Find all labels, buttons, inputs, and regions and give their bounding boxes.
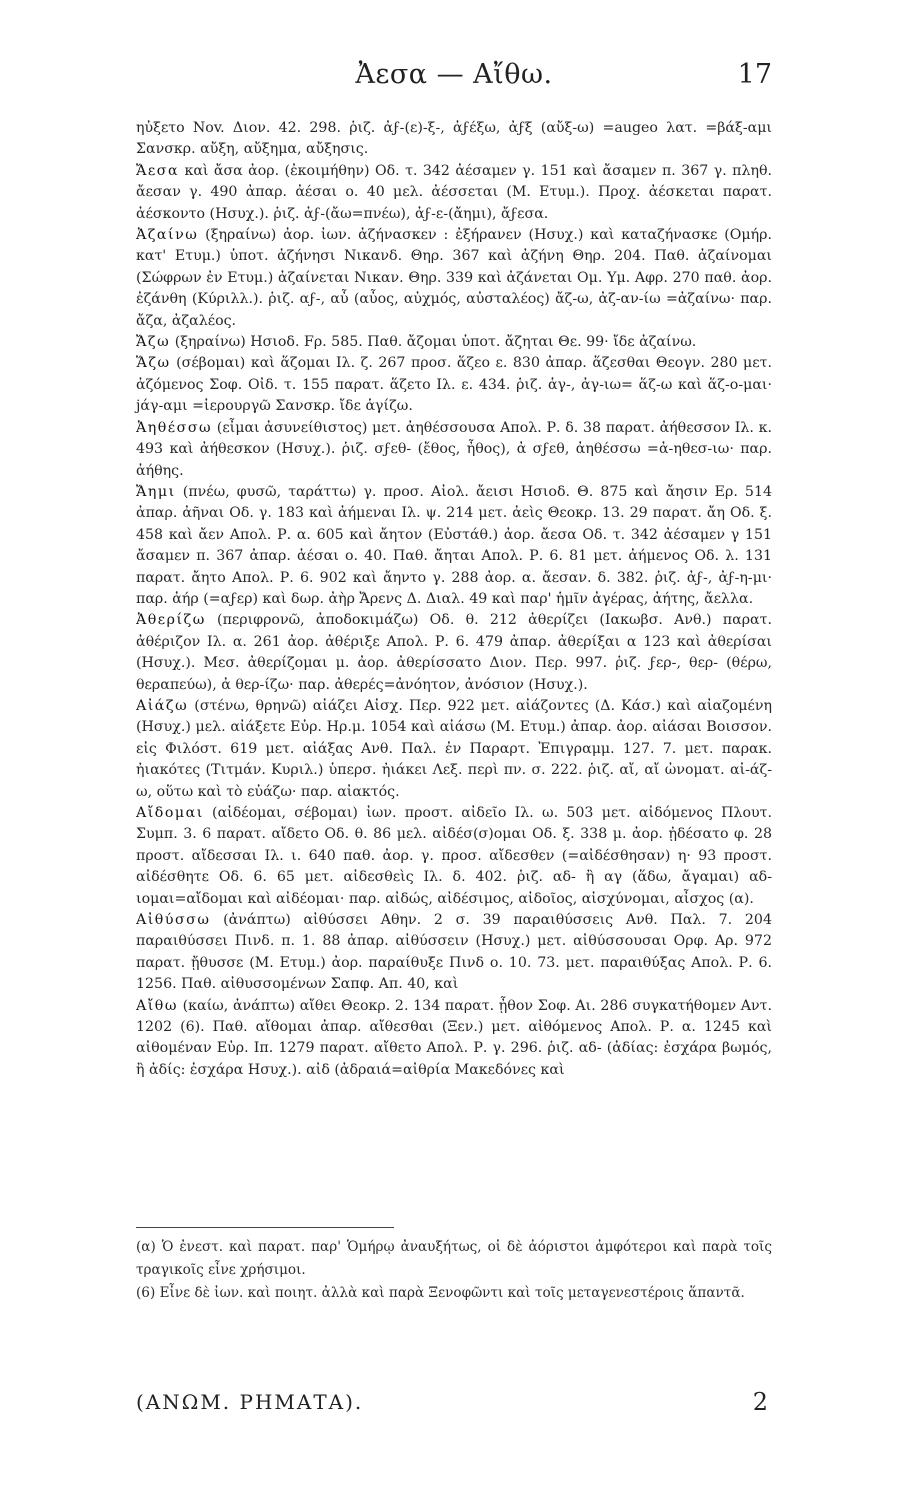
entry-text: ηὐξετο Nov. Διον. 42. 298. ῥιζ. ἀϝ-(ε)-ξ-, ἀϝέξω, ἀϝξ (αὔξ-ω) =augeo λατ. =βάξ-αμι Σανσκρ. αὔξη, αὔξημα, αὔξησις.	[136, 120, 772, 158]
entry-text: (περιφρονῶ, ἀποδοκιμάζω) Οδ. θ. 212 ἀθερίζει (Ιακωβσ. Ανθ.) παρατ. ἀθέριζον Ιλ. α. 261 ἀορ. ἀθέριξε Απολ. Ρ. 6. 479 ἀπαρ. ἀθερίξαι α 123 καὶ ἀθερίσαι (Ησυχ.). Μεσ. ἀθερίζομαι μ. ἀορ. ἀθερίσσατο Διον. Περ. 997. ῥιζ. ϝερ-, θερ- (θέρω, θεραπεύω), ἀ θερ-ίζω· παρ. ἀθερές=ἀνόητον, ἀνόσιον (Ησυχ.).	[136, 612, 772, 693]
entry-text: (αἰδέομαι, σέβομαι) ἰων. προστ. αἰδεῖο Ιλ. ω. 503 μετ. αἰδόμενος Πλουτ. Συμπ. 3. 6 παρατ. αἴδετο Οδ. θ. 86 μελ. αἰδέσ(σ)ομαι Οδ. ξ. 338 μ. ἀορ. ᾐδέσατο φ. 28 προστ. αἴδεσσαι Ιλ. ι. 640 παθ. ἀορ. γ. προσ. αἴδεσθεν (=αἰδέσθησαν) η· 93 προστ. αἰδέσθητε Οδ. 6. 65 μετ. αἰδεσθεὶς Ιλ. δ. 402. ῥιζ. αδ- ἢ αγ (ἅδω, ἄγαμαι) αδ-ιομαι=αἴδομαι καὶ αἰδέομαι· παρ. αἰδώς, αἰδέσιμος, αἰδοῖος, αἰσχύνομαι, αἶσχος (α).	[136, 805, 772, 907]
entry-lemma: Ἄημι	[136, 483, 176, 500]
entry-list	[136, 118, 772, 1081]
entry-hazo	[136, 353, 772, 417]
entry-aidomai	[136, 803, 772, 910]
entry-text: (ξηραίνω) ἀορ. ἰων. ἀζήνασκεν : ἐξήρανεν (Ησυχ.) καὶ καταζήνασκε (Ομήρ. κατ' Ετυμ.) ὑποτ. ἀζήνησι Νικανδ. Θηρ. 367 καὶ ἀζήνη Θηρ. 204. Παθ. ἀζαίνομαι (Σώφρων ἐν Ετυμ.) ἀζαίνεται Νικαν. Θηρ. 339 καὶ ἀζάνεται Ομ. Υμ. Αφρ. 270 παθ. ἀορ. ἐζάνθη (Κύριλλ.). ῥιζ. αϝ-, αὖ (αὖος, αὐχμός, αὐσταλέος) ἄζ-ω, ἀζ-αν-ίω =ἀζαίνω· παρ. ἄζα, ἀζαλέος.	[136, 227, 772, 329]
entry-lemma: Αἰθύσσω	[136, 912, 211, 929]
footnote-marker: (α)	[136, 1239, 156, 1255]
entry-aitho	[136, 996, 772, 1082]
footnote-marker: (6)	[136, 1285, 156, 1301]
entry-text: (πνέω, φυσῶ, ταράττω) γ. προσ. Αἰολ. ἄεισι Ησιοδ. Θ. 875 καὶ ἄησιν Ερ. 514 ἀπαρ. ἀῆναι Οδ. γ. 183 καὶ ἀήμεναι Ιλ. ψ. 214 μετ. ἀεὶς Θεοκρ. 13. 29 παρατ. ἄη Οδ. ξ. 458 καὶ ἄεν Απολ. Ρ. α. 605 καὶ ἄητον (Εὐστάθ.) ἀορ. ἄεσα Οδ. τ. 342 ἀέσαμεν γ 151 ἄσαμεν π. 367 ἀπαρ. ἀέσαι ο. 40. Παθ. ἄηται Απολ. Ρ. 6. 81 μετ. ἀήμενος Οδ. λ. 131 παρατ. ἄητο Απολ. Ρ. 6. 902 καὶ ἄηντο γ. 288 ἀορ. α. ἄεσαν. δ. 382. ῥιζ. ἀϝ-, ἀϝ-η-μι· παρ. ἀήρ (=αϝερ) καὶ δωρ. ἀὴρ Ἄρενς Δ. Διαλ. 49 καὶ παρ' ἡμῖν ἀγέρας, ἀήτης, ἄελλα.	[136, 483, 772, 607]
footnote-b	[136, 1282, 772, 1305]
entry-lemma: Ἀθερίζω	[136, 612, 206, 629]
entry-lemma: Αἰάζω	[136, 697, 189, 714]
entry-lemma: Αἴδομαι	[136, 805, 204, 821]
entry-text: (ξηραίνω) Ησιοδ. Fρ. 585. Παθ. ἄζομαι ὑποτ. ἄζηται Θε. 99· ἴδε ἀζαίνω.	[174, 334, 697, 351]
footnote-divider	[136, 1227, 394, 1228]
entry-aethesso	[136, 418, 772, 482]
entry-lemma: Ἀηθέσσω	[136, 419, 213, 436]
entry-text: (ἀνάπτω) αἰθύσσει Αθην. 2 σ. 39 παραιθύσσεις Ανθ. Παλ. 7. 204 παραιθύσσει Πινδ. π. 1. 88 ἀπαρ. αἰθύσσειν (Ησυχ.) μετ. αἰθύσσουσαι Ορφ. Αρ. 972 παρατ. ᾔθυσσε (Μ. Ετυμ.) ἀορ. παραίθυξε Πινδ ο. 10. 73. μετ. παραιθύξας Απολ. Ρ. 6. 1256. Παθ. αἰθυσσομένων Σαπφ. Απ. 40, καὶ	[136, 912, 772, 993]
entry-text: (σέβομαι) καὶ ἅζομαι Ιλ. ζ. 267 προσ. ἅζεο ε. 830 ἀπαρ. ἅζεσθαι Θεογν. 280 μετ. ἁζόμενος Σοφ. Οἰδ. τ. 155 παρατ. ἅζετο Ιλ. ε. 434. ῥιζ. ἁγ-, ἁγ-ιω= ἅζ-ω καὶ ἅζ-ο-μαι· jάγ-αμι =ἱερουργῶ Σανσκρ. ἴδε ἁγίζω.	[136, 355, 772, 415]
page-header	[136, 52, 772, 98]
footnote-text: Εἶνε δὲ ἰων. καὶ ποιητ. ἀλλὰ καὶ παρὰ Ξενοφῶντι καὶ τοῖς μεταγενεστέροις ἅπαντᾶ.	[159, 1285, 745, 1301]
page-footer	[136, 1384, 768, 1420]
entry-lemma: Αἴθω	[136, 997, 178, 1014]
entry-continuation	[136, 118, 772, 161]
page-number: 17	[737, 59, 772, 90]
sheet-number: 2	[752, 1388, 768, 1416]
entry-text: (στένω, θρηνῶ) αἰάζει Αἰσχ. Περ. 922 μετ. αἰάζοντες (Δ. Κάσ.) καὶ αἰαζομένη (Ησυχ.) μελ. αἰάξετε Εὐρ. Ηρ.μ. 1054 καὶ αἰάσω (Μ. Ετυμ.) ἀπαρ. ἀορ. αἰάσαι Βοισσον. εἰς Φιλόστ. 619 μετ. αἰάξας Ανθ. Παλ. ἐν Παραρτ. Ἐπιγραμμ. 127. 7. μετ. παρακ. ἠιακότες (Τιτμάν. Κυριλ.) ὑπερσ. ἠιάκει Λεξ. περὶ πν. σ. 222. ῥιζ. αἴ, αἴ ὠνοματ. αἰ-άζ-ω, οὕτω καὶ τὸ εὐάζω· παρ. αἰακτός.	[136, 697, 773, 800]
entry-lemma: Ἅζω	[136, 355, 171, 372]
footnote-a	[136, 1236, 772, 1282]
entry-lemma: Ἀζαίνω	[136, 227, 199, 244]
entry-lemma: Ἄζω	[136, 334, 171, 351]
entry-aesa	[136, 161, 772, 225]
entry-text: καὶ ἄσα ἀορ. (ἐκοιμήθην) Οδ. τ. 342 ἀέσαμεν γ. 151 καὶ ἄσαμεν π. 367 γ. πληθ. ἄεσαν γ. 490 ἀπαρ. ἀέσαι ο. 40 μελ. ἀέσσεται (Μ. Ετυμ.). Προχ. ἀέσκεται παρατ. ἀέσκοντο (Ησυχ.). ῥιζ. ἀϝ-(ἄω=πνέω), ἀϝ-ε-(ἄημι), ἄϝεσα.	[136, 162, 772, 222]
entry-aiazo	[136, 696, 772, 803]
entry-azo-dry	[136, 332, 772, 353]
entry-text: (καίω, ἀνάπτω) αἴθει Θεοκρ. 2. 134 παρατ. ᾖθον Σοφ. Αι. 286 συγκατήθομεν Αντ. 1202 (6). Παθ. αἴθομαι ἀπαρ. αἴθεσθαι (Ξεν.) μετ. αἰθόμενος Απολ. Ρ. α. 1245 καὶ αἰθομέναν Εὐρ. Ιπ. 1279 παρατ. αἴθετο Απολ. Ρ. γ. 296. ῥιζ. αδ- (ἀδίας: ἐσχάρα βωμός, ἢ ἀδίς: ἐσχάρα Ησυχ.). αἰδ (ἀδραιά=αἰθρία Μακεδόνες καὶ	[136, 997, 772, 1078]
signature-mark: (ΑΝΩΜ. ΡΗΜΑΤΑ).	[136, 1390, 364, 1414]
entry-aithysso	[136, 910, 772, 996]
running-title: Ἀεσα — Αἴθω.	[355, 59, 553, 90]
entry-text: (εἶμαι ἀσυνείθιστος) μετ. ἀηθέσσουσα Απολ. Ρ. δ. 38 παρατ. ἀήθεσσον Ιλ. κ. 493 καὶ ἀήθεσκον (Ησυχ.). ῥιζ. σϝεθ- (ἔθος, ἦθος), ἀ σϝεθ, ἀηθέσσω =ἀ-ηθεσ-ιω· παρ. ἀήθης.	[136, 419, 772, 479]
entry-lemma: Ἄεσα	[136, 162, 180, 179]
entry-atherizo	[136, 610, 772, 696]
entry-aemi	[136, 482, 772, 610]
footnotes	[136, 1236, 772, 1305]
entry-azaino	[136, 225, 772, 332]
footnote-text: Ὁ ἐνεστ. καὶ παρατ. παρ' Ὁμήρῳ ἀναυξήτως, οἱ δὲ ἀόριστοι ἀμφότεροι καὶ παρὰ τοῖς τραγικοῖς εἶνε χρήσιμοι.	[136, 1239, 772, 1278]
